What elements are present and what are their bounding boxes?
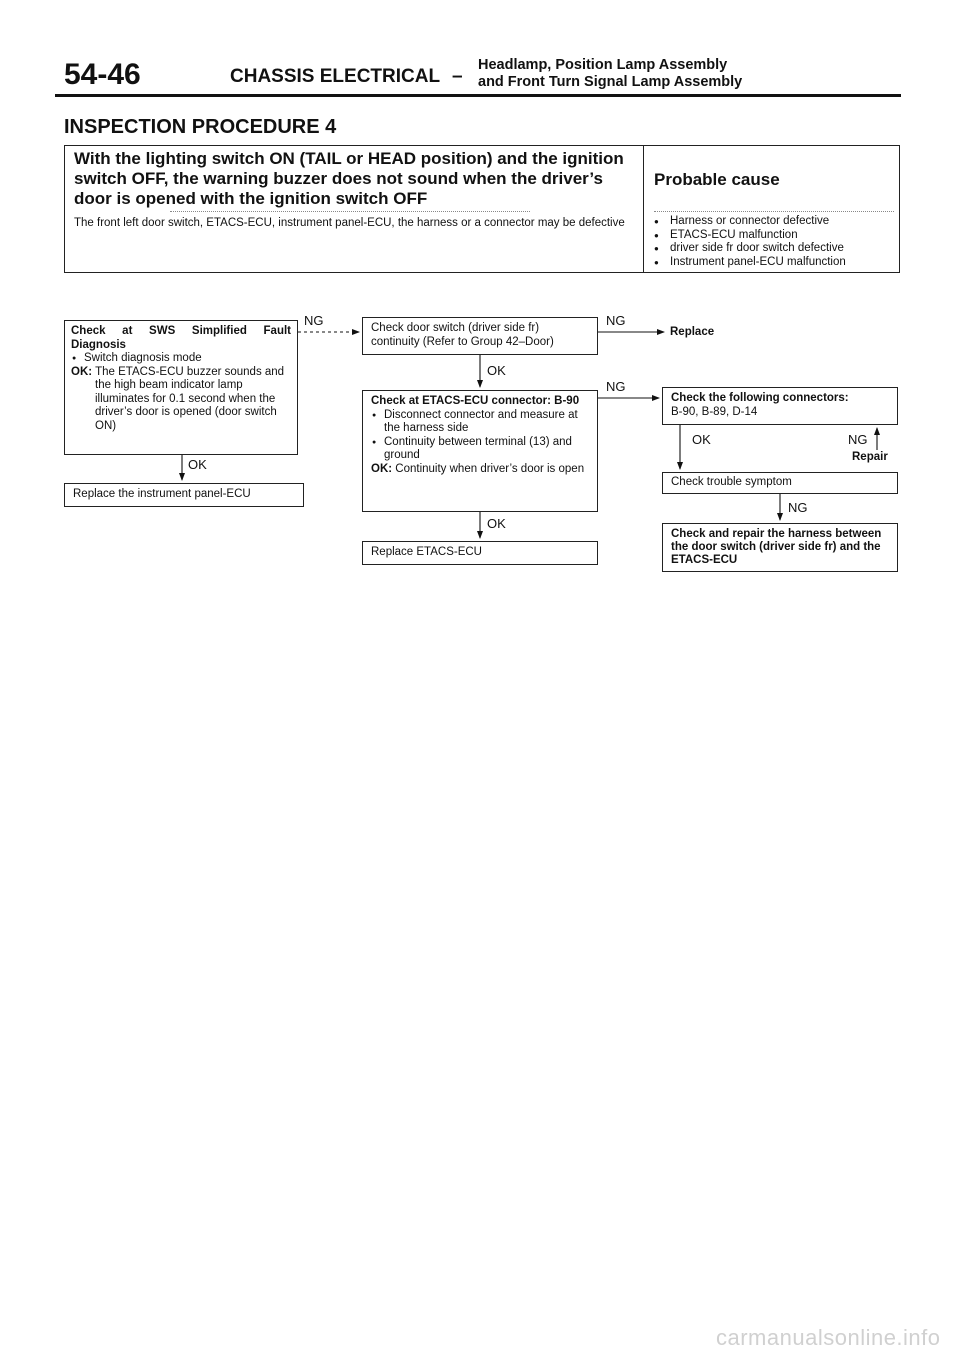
etacs-box-bullets <box>371 409 589 463</box>
label-ok-door: OK <box>487 363 506 378</box>
sws-diagnosis-box <box>64 320 298 455</box>
label-ng-etacs: NG <box>606 379 626 394</box>
watermark: carmanualsonline.info <box>716 1325 941 1350</box>
replace-label: Replace <box>670 326 715 338</box>
ok-text: The ETACS-ECU buzzer sounds and the high beam indicator lamp illuminates for 0.1 second when the driver’s door is opened (door switch ON) <box>95 365 285 432</box>
section-title: CHASSIS ELECTRICAL <box>230 66 441 87</box>
probable-cause-heading: Probable cause <box>654 170 780 189</box>
subtitle-line-2: and Front Turn Signal Lamp Assembly <box>478 74 743 90</box>
sws-box-ok <box>71 366 291 434</box>
label-ng-trouble: NG <box>788 500 808 515</box>
condition-text: With the lighting switch ON (TAIL or HEAD position) and the ignition switch OFF, the warning buzzer does not sound when the driver’s door is opened with the ignition switch OFF <box>74 149 624 208</box>
connectors-box-title: Check the following connectors: <box>671 392 849 404</box>
trouble-symptom-box: Check trouble symptom <box>662 472 898 494</box>
label-ok-connectors: OK <box>692 432 711 447</box>
etacs-box-title: Check at ETACS-ECU connector: B-90 <box>371 395 580 407</box>
replace-etacs-box: Replace ETACS-ECU <box>362 541 598 565</box>
sws-box-bullet: ● Switch diagnosis mode <box>71 352 291 366</box>
label-ng-door: NG <box>606 313 626 328</box>
ok-text: Continuity when driver’s door is open <box>395 462 585 475</box>
etacs-box-ok <box>371 463 589 477</box>
label-ng-connectors: NG <box>848 432 868 447</box>
replace-panel-ecu-box: Replace the instrument panel-ECU <box>64 483 304 507</box>
header-dash: – <box>452 66 463 87</box>
ok-label: OK: <box>71 365 93 378</box>
procedure-title: INSPECTION PROCEDURE 4 <box>64 116 337 138</box>
summary-text: The front left door switch, ETACS-ECU, instrument panel-ECU, the harness or a connector may be defective <box>74 217 625 229</box>
cause-item: ● driver side fr door switch defective <box>654 242 894 256</box>
connectors-check-box <box>662 387 898 425</box>
etacs-box-bullet: ● Continuity between terminal (13) and ground <box>371 436 589 463</box>
etacs-connector-check-box <box>362 390 598 512</box>
etacs-box-bullet: ● Disconnect connector and measure at the harness side <box>371 409 589 436</box>
cause-item: ● Harness or connector defective <box>654 215 894 229</box>
cause-item: ● Instrument panel-ECU malfunction <box>654 256 894 270</box>
repair-label: Repair <box>852 451 888 463</box>
connectors-box-list: B-90, B-89, D-14 <box>671 405 758 418</box>
subtitle-line-1: Headlamp, Position Lamp Assembly <box>478 57 728 73</box>
repair-harness-box: Check and repair the harness between the door switch (driver side fr) and the ETACS-ECU <box>662 523 898 572</box>
door-switch-check-box: Check door switch (driver side fr) continuity (Refer to Group 42–Door) <box>362 317 598 355</box>
label-ng-sws: NG <box>304 313 324 328</box>
ok-label: OK: <box>371 462 393 475</box>
label-ok-sws: OK <box>188 457 207 472</box>
cause-item: ● ETACS-ECU malfunction <box>654 229 894 243</box>
label-ok-etacs: OK <box>487 516 506 531</box>
sws-box-bullets <box>71 352 291 366</box>
page-number: 54-46 <box>64 58 141 91</box>
sws-box-title: Check at SWS Simplified Fault Diagnosis <box>71 325 291 351</box>
